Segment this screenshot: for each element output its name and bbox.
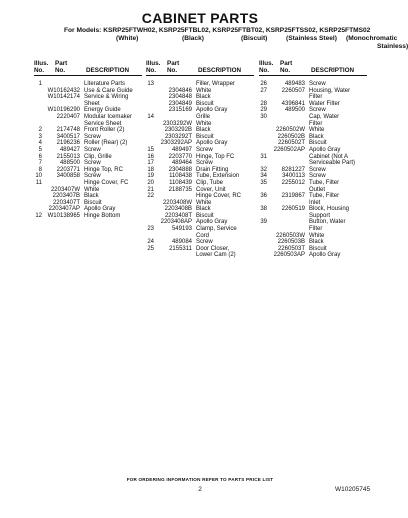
part-description: Literature Parts [84, 81, 126, 87]
part-description: White [196, 199, 212, 206]
part-number: 2203407T [52, 199, 80, 206]
illus-number: 39 [260, 219, 267, 226]
illus-number: 1 [38, 81, 42, 87]
part-number: 2260502AP [273, 146, 305, 153]
part-number: 2304849 [168, 100, 192, 107]
part-number: 2304848 [168, 94, 192, 101]
part-description: Apollo Gray [309, 146, 341, 153]
illus-number: 12 [35, 212, 42, 219]
header-part: Part [167, 60, 180, 67]
header-description: DESCRIPTION [311, 67, 355, 74]
part-description: White [196, 120, 212, 127]
illus-number: 3 [38, 133, 42, 140]
model-color: (White) [116, 35, 139, 42]
part-number: 2260519 [281, 206, 305, 213]
part-description: Filter [309, 226, 323, 233]
illus-number: 5 [38, 146, 42, 153]
part-number: 3400858 [56, 173, 80, 180]
part-description: Apollo Gray [84, 206, 116, 213]
part-number: 2155013 [56, 153, 80, 160]
part-description: Service & Wiring [84, 94, 129, 101]
part-description: Outlet [309, 186, 326, 193]
part-description: White [84, 186, 100, 193]
part-number: 2303292B [164, 127, 192, 134]
part-number: 2196236 [56, 140, 80, 147]
illus-number: 19 [147, 173, 154, 180]
illus-number: 28 [260, 100, 267, 107]
part-description: Screw [84, 133, 101, 140]
part-number: 489084 [171, 239, 192, 246]
header-rule [259, 75, 367, 76]
part-description: Apollo Gray [196, 219, 228, 226]
illus-number: 30 [260, 113, 267, 120]
part-description: Screw [84, 160, 101, 167]
model-colors [64, 35, 398, 43]
illus-number: 25 [147, 245, 154, 252]
illus-number: 13 [147, 81, 154, 87]
part-description: Use & Care Guide [84, 87, 133, 94]
part-description: White [309, 232, 325, 239]
part-description: Serviceable Part) [309, 160, 356, 167]
part-description: Clamp, Service [196, 226, 237, 233]
illus-number: 10 [35, 173, 42, 180]
part-number: 488500 [59, 160, 80, 167]
part-description: Screw [196, 239, 213, 246]
part-number: 2260503AP [273, 252, 305, 259]
part-description: Clip, Tube [196, 179, 224, 186]
illus-number: 6 [38, 153, 42, 160]
illus-number: 11 [35, 179, 42, 186]
part-description: Tube, Extension [196, 173, 240, 180]
part-description: Screw [309, 107, 326, 114]
part-number: 2260503T [277, 245, 305, 252]
model-color: (Monochromatic [346, 35, 398, 42]
part-number: 1108439 [169, 179, 192, 186]
illus-number: 8 [38, 166, 42, 173]
part-description: Hinge Cover, RC [196, 193, 242, 200]
part-number: 2260502W [275, 127, 305, 134]
part-description: Apollo Gray [309, 252, 341, 259]
part-number: 1108438 [169, 173, 192, 180]
part-description: Screw [196, 160, 213, 167]
header-part: Part [55, 60, 68, 67]
part-number: 3400113 [282, 173, 305, 180]
part-number: 2260503B [277, 239, 305, 246]
illus-number: 4 [38, 140, 42, 147]
part-description: Tube, Filter [309, 193, 340, 200]
header-description: DESCRIPTION [198, 67, 242, 74]
part-description: Hinge, Top FC [196, 153, 235, 160]
model-color: (Biscuit) [241, 35, 268, 42]
part-number: 549193 [171, 226, 192, 233]
header-part: Part [280, 60, 293, 67]
part-number: 2203407W [50, 186, 80, 193]
illus-number: 29 [260, 107, 267, 114]
part-number: 2203407AP [48, 206, 80, 213]
part-description: Biscuit [84, 199, 102, 206]
part-description: Filler, Wrapper [196, 81, 235, 87]
part-number: 2203408B [164, 206, 192, 213]
part-number: 489427 [59, 146, 80, 153]
part-number: 4396841 [281, 100, 305, 107]
illus-number: 16 [147, 153, 154, 160]
part-description: Black [196, 206, 211, 213]
part-number: 3400517 [56, 133, 80, 140]
model-color: (Stainless Steel) [286, 35, 337, 42]
document-number: W10205745 [335, 486, 371, 493]
part-number: 2303292W [162, 120, 192, 127]
illus-number: 34 [260, 173, 267, 180]
part-description: Biscuit [309, 140, 327, 147]
illus-number: 17 [147, 160, 154, 167]
part-number: 2203407B [52, 193, 80, 200]
part-description: Black [309, 239, 324, 246]
part-description: Filter [309, 120, 323, 127]
part-description: Cap, Water [309, 113, 340, 120]
illus-number: 14 [147, 113, 154, 120]
illus-number: 27 [260, 87, 267, 94]
illus-number: 22 [147, 193, 154, 200]
header-part-no: No. [167, 67, 178, 74]
part-number: W10196290 [47, 107, 80, 114]
part-description: Biscuit [196, 133, 214, 140]
part-description: Biscuit [196, 100, 214, 107]
illus-number: 20 [147, 179, 154, 186]
illus-number: 24 [147, 239, 154, 246]
part-number: 489483 [284, 81, 305, 87]
part-number: 2260502T [277, 140, 305, 147]
part-description: Black [196, 127, 211, 134]
illus-number: 7 [38, 160, 42, 167]
illus-number: 23 [147, 226, 154, 233]
illus-number: 15 [147, 146, 154, 153]
part-description: Hinge Top, RC [84, 166, 123, 173]
part-number: 2315169 [168, 107, 192, 114]
page-number: 2 [198, 486, 202, 493]
part-number: 2260503W [275, 232, 305, 239]
model-color-cont: Stainless) [377, 43, 408, 50]
part-number: 2203770 [168, 153, 192, 160]
part-description: Front Roller (2) [84, 127, 125, 134]
part-description: Screw [309, 166, 326, 173]
part-number: 2255012 [281, 179, 305, 186]
part-number: W10138965 [47, 212, 80, 219]
part-number: 2303292AP [160, 140, 192, 147]
part-description: Screw [84, 173, 101, 180]
illus-number: 36 [260, 193, 267, 200]
part-number: W10142174 [47, 94, 80, 101]
part-number: 2203408AP [160, 219, 192, 226]
part-description: Apollo Gray [196, 140, 228, 147]
part-description: Hinge Cover, FC [84, 179, 129, 186]
part-description: Door Closer, [196, 245, 230, 252]
header-rule [146, 75, 254, 76]
part-number: 2260507 [281, 87, 305, 94]
part-description: Drain Fitting [196, 166, 229, 173]
part-description: Service Sheet [84, 120, 122, 127]
part-description: Cabinet (Not A [309, 153, 349, 160]
header-illus-no: No. [259, 67, 270, 74]
part-description: Cord [196, 232, 210, 239]
part-number: 2203771 [56, 166, 80, 173]
model-color: (Black) [182, 35, 204, 42]
header-part-no: No. [55, 67, 66, 74]
illus-number: 21 [147, 186, 154, 193]
header-illus: Illus. [259, 60, 274, 67]
part-description: Apollo Gray [196, 107, 228, 114]
part-description: Biscuit [309, 245, 327, 252]
part-description: Modular Icemaker [84, 113, 133, 120]
illus-number: 35 [260, 179, 267, 186]
part-number: 2304888 [168, 166, 192, 173]
illus-number: 31 [260, 153, 267, 160]
part-description: Inlet [309, 199, 321, 206]
part-description: White [196, 87, 212, 94]
part-number: 2174748 [56, 127, 80, 134]
illus-number: 38 [260, 206, 267, 213]
ordering-info: FOR ORDERING INFORMATION REFER TO PARTS PRICE LIST [126, 477, 274, 482]
part-description: Housing, Water [309, 87, 351, 94]
part-number: W10162432 [47, 87, 80, 94]
part-description: Clip, Grille [84, 153, 112, 160]
part-description: Black [84, 193, 99, 200]
part-description: Water Filter [309, 100, 340, 107]
part-number: 2220407 [56, 113, 80, 120]
part-description: Energy Guide [84, 107, 121, 114]
part-number: 489500 [284, 107, 305, 114]
part-description: Filter [309, 94, 323, 101]
part-number: 2188735 [168, 186, 192, 193]
page-title: CABINET PARTS [141, 10, 259, 26]
header-illus: Illus. [146, 60, 161, 67]
part-description: Screw [309, 173, 326, 180]
part-number: 2319867 [281, 193, 305, 200]
part-description: Block, Housing [309, 206, 350, 213]
part-number: 2155311 [169, 245, 192, 252]
part-number: 2203408T [164, 212, 192, 219]
part-description: Screw [84, 146, 101, 153]
part-number: 8281227 [281, 166, 305, 173]
header-illus-no: No. [146, 67, 157, 74]
header-rule [34, 75, 142, 76]
part-description: Black [196, 94, 211, 101]
part-description: Button, Water [309, 219, 346, 226]
header-illus: Illus. [34, 60, 49, 67]
part-description: Sheet [84, 100, 100, 107]
part-description: Cover, Unit [196, 186, 226, 193]
part-number: 2304846 [168, 87, 192, 94]
part-description: Roller (Rear) (2) [84, 140, 128, 147]
model-list [64, 27, 408, 51]
part-description: Black [309, 133, 324, 140]
header-part-no: No. [280, 67, 291, 74]
models-line: For Models: KSRP25FTWH02, KSRP25FTBL02, KSRP25FTBT02, KSRP25FTSS02, KSRP25FTMS02 [64, 27, 371, 34]
illus-number: 32 [260, 166, 267, 173]
part-description: Screw [196, 146, 213, 153]
header-description: DESCRIPTION [86, 67, 130, 74]
part-description: Biscuit [196, 212, 214, 219]
illus-number: 18 [147, 166, 154, 173]
part-number: 489464 [171, 160, 192, 167]
part-description: Screw [309, 81, 326, 87]
part-description: Lower Cam (2) [196, 252, 236, 259]
illus-number: 26 [260, 81, 267, 87]
part-number: 2303292T [164, 133, 192, 140]
part-description: Support [309, 212, 331, 219]
part-description: White [309, 127, 325, 134]
illus-number: 2 [38, 127, 42, 134]
part-description: Tube, Filter [309, 179, 340, 186]
part-number: 2260502B [277, 133, 305, 140]
part-description: Grille [196, 113, 211, 120]
header-illus-no: No. [34, 67, 45, 74]
part-description: Hinge Bottom [84, 212, 121, 219]
part-number: 489497 [171, 146, 192, 153]
part-number: 2203408W [162, 199, 192, 206]
